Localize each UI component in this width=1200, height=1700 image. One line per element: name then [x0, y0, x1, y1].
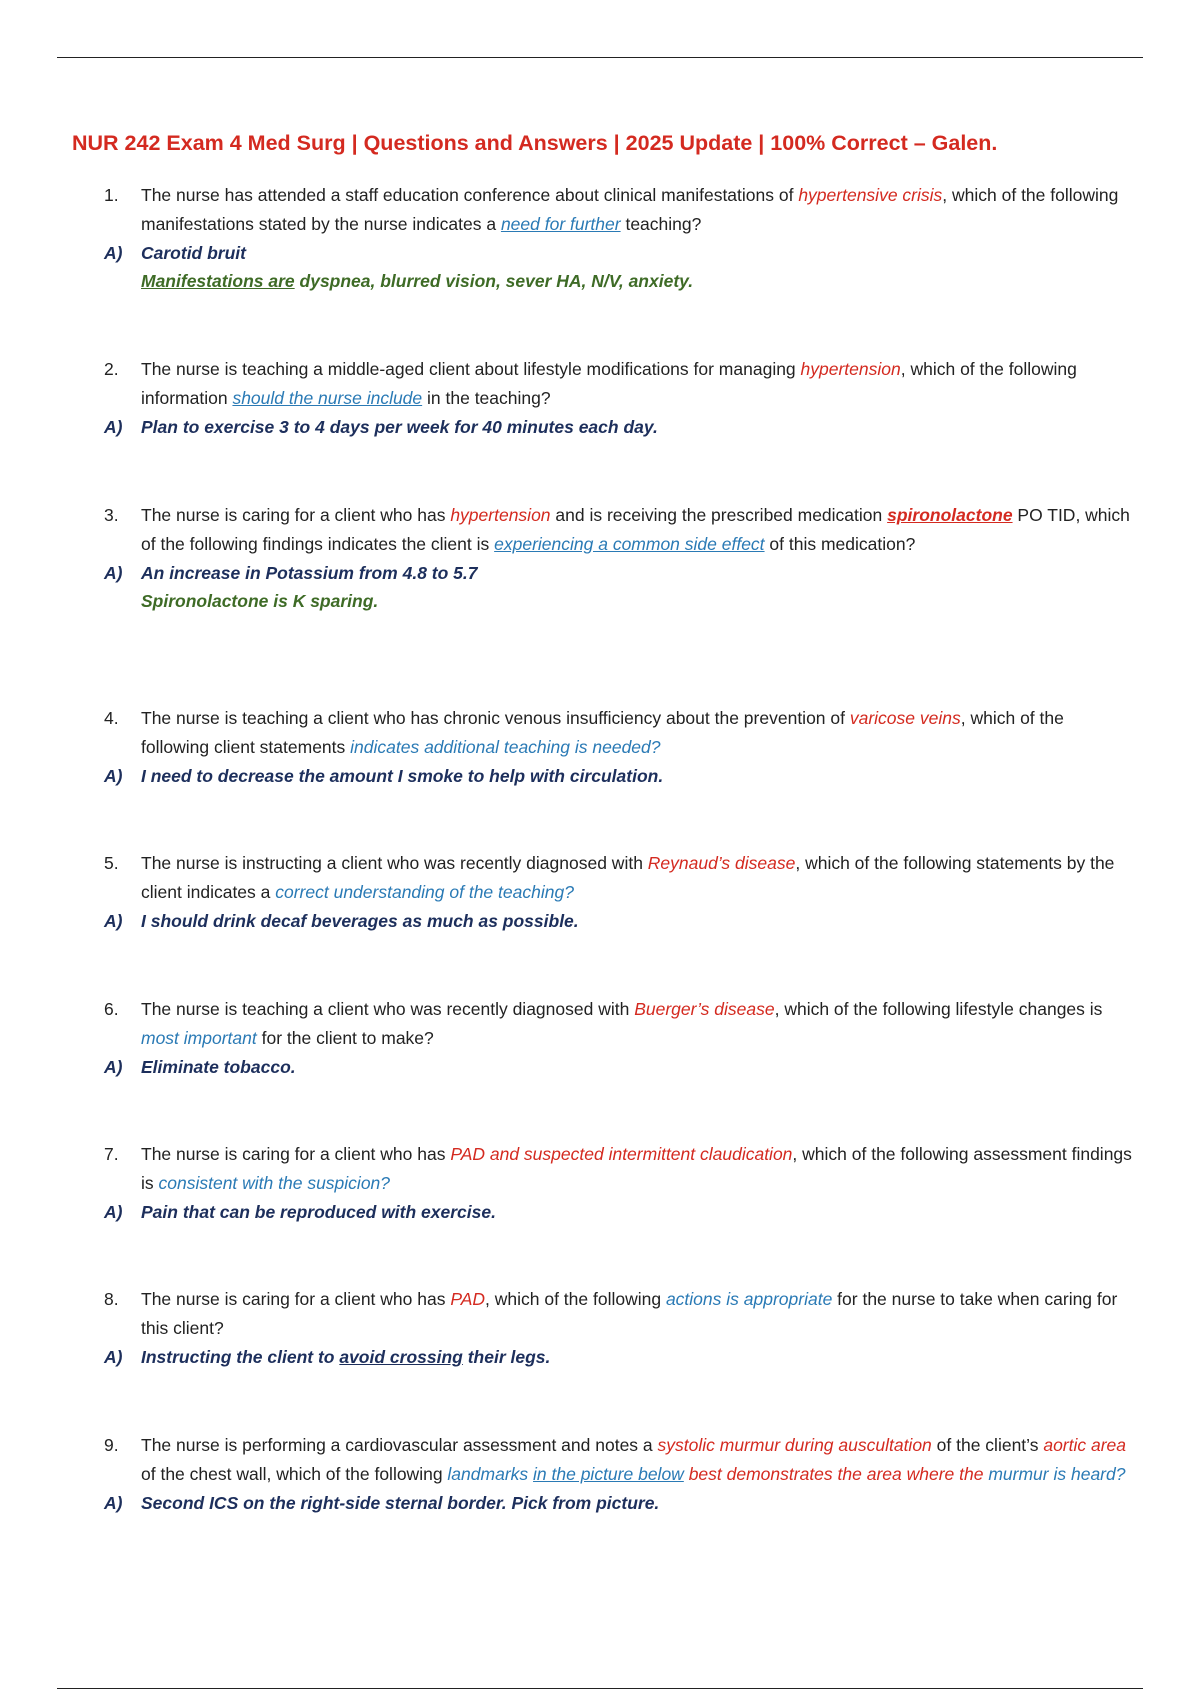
- key-term: PAD: [450, 1289, 486, 1309]
- question-text: 1. The nurse has attended a staff education conference about clinical manifestations of hypertensive crisis, which of the following manifestations stated by the nurse indicates a need for further teaching?: [104, 181, 1134, 238]
- question-text: 2. The nurse is teaching a middle-aged client about lifestyle modifications for managing hypertension, which of the following information should the nurse include in the teaching?: [104, 355, 1134, 412]
- question-3: [104, 501, 1134, 615]
- question-text: 3. The nurse is caring for a client who has hypertension and is receiving the prescribed medication spironolactone PO TID, which of the following findings indicates the client is experiencing a common side effect of this medication?: [104, 501, 1134, 558]
- question-9: [104, 1431, 1134, 1517]
- question-text: 5. The nurse is instructing a client who was recently diagnosed with Reynaud’s disease, which of the following statements by the client indicates a correct understanding of the teaching?: [104, 849, 1134, 906]
- bottom-rule: [57, 1688, 1143, 1689]
- question-4: [104, 704, 1134, 790]
- answer-label: A): [104, 1493, 123, 1513]
- question-number: 2.: [104, 359, 119, 379]
- answer: A) I need to decrease the amount I smoke to help with circulation.: [104, 762, 1134, 790]
- answer: A) An increase in Potassium from 4.8 to 5.7: [104, 559, 1134, 587]
- top-rule: [57, 57, 1143, 58]
- key-phrase: in the picture below: [533, 1463, 684, 1484]
- question-5: [104, 849, 1134, 935]
- question-6: [104, 995, 1134, 1081]
- answer-label: A): [104, 563, 123, 583]
- key-phrase: correct understanding of the teaching?: [275, 881, 574, 902]
- question-number: 6.: [104, 999, 119, 1019]
- question-2: [104, 355, 1134, 441]
- question-7: [104, 1140, 1134, 1226]
- key-phrase: experiencing a common side effect: [494, 533, 765, 554]
- answer: A) Carotid bruit: [104, 239, 1134, 267]
- key-term: aortic area: [1043, 1435, 1127, 1455]
- answer-label: A): [104, 417, 123, 437]
- key-phrase: murmur is heard?: [988, 1463, 1126, 1484]
- answer-label: A): [104, 1347, 123, 1367]
- question-number: 8.: [104, 1289, 119, 1309]
- answer-label: A): [104, 243, 123, 263]
- question-text: 4. The nurse is teaching a client who has chronic venous insufficiency about the prevention of varicose veins, which of the following client statements indicates additional teaching is needed?: [104, 704, 1134, 761]
- question-8: [104, 1285, 1134, 1371]
- question-text: 8. The nurse is caring for a client who has PAD, which of the following actions is appropriate for the nurse to take when caring for this client?: [104, 1285, 1134, 1342]
- question-text: 9. The nurse is performing a cardiovascular assessment and notes a systolic murmur during auscultation of the client’s aortic area of the chest wall, which of the following landmarks in the picture below best demonstrates the area where the murmur is heard?: [104, 1431, 1134, 1488]
- key-phrase: landmarks: [447, 1463, 529, 1484]
- answer: A) Plan to exercise 3 to 4 days per week for 40 minutes each day.: [104, 413, 1134, 441]
- key-term: hypertension: [800, 359, 901, 379]
- key-term: systolic murmur during auscultation: [657, 1435, 932, 1455]
- answer: A) Second ICS on the right-side sternal border. Pick from picture.: [104, 1489, 1134, 1517]
- key-term: best demonstrates the area where the: [688, 1463, 984, 1484]
- key-phrase: actions is appropriate: [665, 1289, 833, 1309]
- medication-name: spironolactone: [887, 505, 1013, 525]
- key-phrase: consistent with the suspicion?: [158, 1172, 391, 1193]
- key-term: varicose veins: [849, 708, 961, 728]
- document-title: NUR 242 Exam 4 Med Surg | Questions and Answers | 2025 Update | 100% Correct – Galen.: [72, 131, 998, 155]
- answer: A) I should drink decaf beverages as much as possible.: [104, 907, 1134, 935]
- key-phrase: most important: [141, 1027, 257, 1048]
- question-number: 4.: [104, 708, 119, 728]
- key-term: Buerger’s disease: [634, 999, 775, 1019]
- key-phrase: indicates additional teaching is needed?: [350, 736, 661, 757]
- answer-note: Manifestations are dyspnea, blurred vision, sever HA, N/V, anxiety.: [141, 271, 694, 291]
- question-text: 7. The nurse is caring for a client who has PAD and suspected intermittent claudication, which of the following assessment findings is consistent with the suspicion?: [104, 1140, 1134, 1197]
- answer: A) Instructing the client to avoid crossing their legs.: [104, 1343, 1134, 1371]
- key-term: Reynaud’s disease: [647, 853, 796, 873]
- key-phrase: need for further: [500, 213, 621, 234]
- answer: A) Pain that can be reproduced with exercise.: [104, 1198, 1134, 1226]
- key-term: hypertension: [450, 505, 551, 525]
- answer-label: A): [104, 1057, 123, 1077]
- question-1: [104, 181, 1134, 295]
- question-number: 5.: [104, 853, 119, 873]
- key-term: PAD and suspected intermittent claudication: [450, 1144, 793, 1164]
- question-number: 7.: [104, 1144, 119, 1164]
- question-text: 6. The nurse is teaching a client who was recently diagnosed with Buerger’s disease, which of the following lifestyle changes is most important for the client to make?: [104, 995, 1134, 1052]
- answer-label: A): [104, 1202, 123, 1222]
- answer: A) Eliminate tobacco.: [104, 1053, 1134, 1081]
- question-number: 9.: [104, 1435, 119, 1455]
- key-term: hypertensive crisis: [798, 185, 943, 205]
- answer-label: A): [104, 911, 123, 931]
- answer-note: Spironolactone is K sparing.: [141, 591, 379, 611]
- question-number: 1.: [104, 185, 119, 205]
- key-phrase: should the nurse include: [232, 387, 423, 408]
- answer-label: A): [104, 766, 123, 786]
- question-number: 3.: [104, 505, 119, 525]
